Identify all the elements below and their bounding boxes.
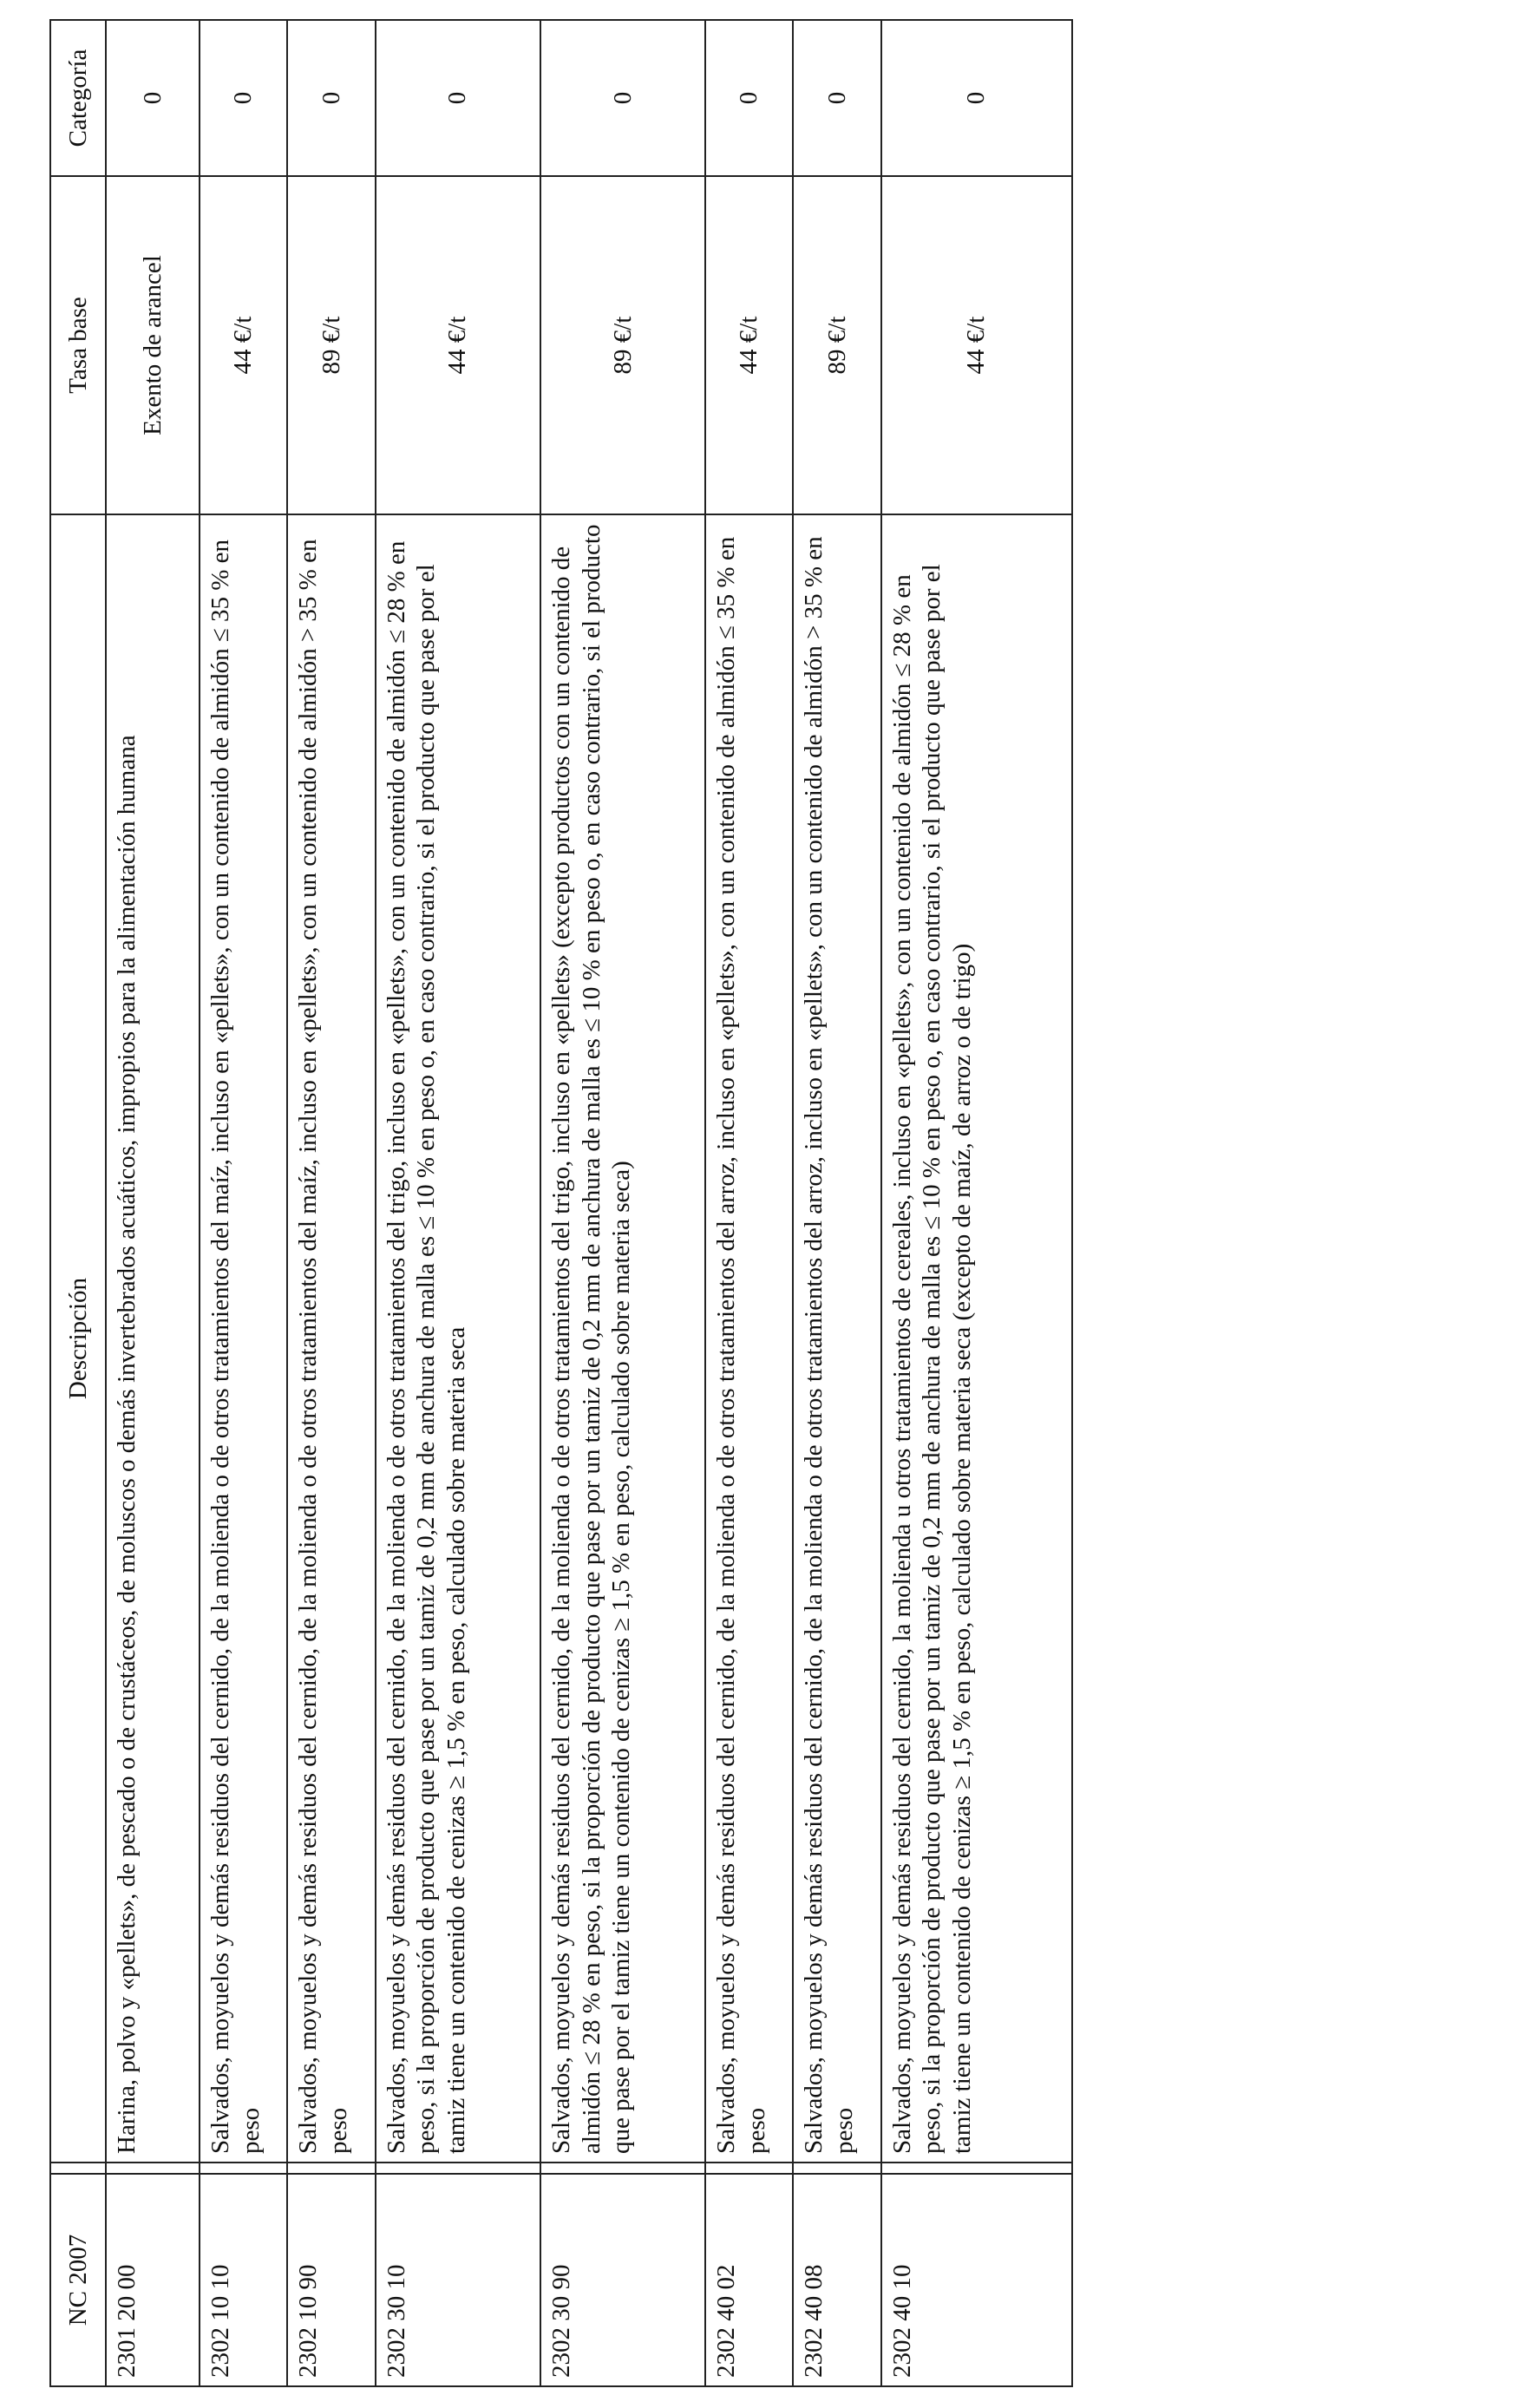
row-spacer xyxy=(287,2163,375,2174)
row-code: 2302 40 08 xyxy=(793,2174,880,2386)
row-category: 0 xyxy=(106,20,200,176)
row-description: Harina, polvo y «pellets», de pescado o de crustáceos, de moluscos o demás invertebrados acuáticos, impropios para la alimentación humana xyxy=(106,514,200,2163)
row-code: 2302 30 90 xyxy=(540,2174,705,2386)
row-rate: 44 €/t xyxy=(705,176,793,514)
row-description: Salvados, moyuelos y demás residuos del cernido, de la molienda o de otros tratamientos del arroz, incluso en «pellets», con un contenido de almidón > 35 % en peso xyxy=(793,514,880,2163)
row-rate: 44 €/t xyxy=(881,176,1072,514)
row-code: 2302 40 02 xyxy=(705,2174,793,2386)
row-category: 0 xyxy=(200,20,287,176)
row-rate: 44 €/t xyxy=(376,176,540,514)
table-row xyxy=(200,20,287,2386)
row-category: 0 xyxy=(376,20,540,176)
table-row xyxy=(793,20,880,2386)
header-description: Descripción xyxy=(50,514,106,2163)
row-description: Salvados, moyuelos y demás residuos del cernido, de la molienda o de otros tratamientos del trigo, incluso en «pellets» (excepto productos con un contenido de almidón ≤ 28 % en peso, si la proporción de producto que pase por un tamiz de 0,2 mm de anchura de malla es ≤ 10 % en peso o, en caso contrario, si el producto que pase por el tamiz tiene un contenido de cenizas ≥ 1,5 % en peso, calculado sobre materia seca) xyxy=(540,514,705,2163)
row-rate: 44 €/t xyxy=(200,176,287,514)
row-spacer xyxy=(200,2163,287,2174)
header-spacer xyxy=(50,2163,106,2174)
table-row xyxy=(540,20,705,2386)
row-spacer xyxy=(705,2163,793,2174)
table-row xyxy=(287,20,375,2386)
row-spacer xyxy=(793,2163,880,2174)
row-spacer xyxy=(376,2163,540,2174)
row-code: 2301 20 00 xyxy=(106,2174,200,2386)
row-code: 2302 10 10 xyxy=(200,2174,287,2386)
row-description: Salvados, moyuelos y demás residuos del cernido, la molienda u otros tratamientos de cereales, incluso en «pellets», con un contenido de almidón ≤ 28 % en peso, si la proporción de producto que pase por un tamiz de 0,2 mm de anchura de malla es ≤ 10 % en peso o, en caso contrario, si el producto que pase por el tamiz tiene un contenido de cenizas ≥ 1,5 % en peso, calculado sobre materia seca (excepto de maíz, de arroz o de trigo) xyxy=(881,514,1072,2163)
row-code: 2302 40 10 xyxy=(881,2174,1072,2386)
row-spacer xyxy=(540,2163,705,2174)
row-description: Salvados, moyuelos y demás residuos del cernido, de la molienda o de otros tratamientos del maíz, incluso en «pellets», con un contenido de almidón ≤ 35 % en peso xyxy=(200,514,287,2163)
row-code: 2302 30 10 xyxy=(376,2174,540,2386)
header-category: Categoría xyxy=(50,20,106,176)
row-category: 0 xyxy=(287,20,375,176)
row-code: 2302 10 90 xyxy=(287,2174,375,2386)
row-category: 0 xyxy=(705,20,793,176)
row-category: 0 xyxy=(793,20,880,176)
table-header-row xyxy=(50,20,106,2386)
row-spacer xyxy=(106,2163,200,2174)
row-rate: Exento de arancel xyxy=(106,176,200,514)
row-category: 0 xyxy=(540,20,705,176)
row-description: Salvados, moyuelos y demás residuos del cernido, de la molienda o de otros tratamientos del arroz, incluso en «pellets», con un contenido de almidón ≤ 35 % en peso xyxy=(705,514,793,2163)
row-description: Salvados, moyuelos y demás residuos del cernido, de la molienda o de otros tratamientos del maíz, incluso en «pellets», con un contenido de almidón > 35 % en peso xyxy=(287,514,375,2163)
row-spacer xyxy=(881,2163,1072,2174)
row-category: 0 xyxy=(881,20,1072,176)
header-code: NC 2007 xyxy=(50,2174,106,2386)
table-row xyxy=(106,20,200,2386)
row-rate: 89 €/t xyxy=(540,176,705,514)
row-rate: 89 €/t xyxy=(287,176,375,514)
table-row xyxy=(881,20,1072,2386)
table-row xyxy=(376,20,540,2386)
table-row xyxy=(705,20,793,2386)
row-description: Salvados, moyuelos y demás residuos del cernido, de la molienda o de otros tratamientos del trigo, incluso en «pellets», con un contenido de almidón ≤ 28 % en peso, si la proporción de producto que pase por un tamiz de 0,2 mm de anchura de malla es ≤ 10 % en peso o, en caso contrario, si el producto que pase por el tamiz tiene un contenido de cenizas ≥ 1,5 % en peso, calculado sobre materia seca xyxy=(376,514,540,2163)
row-rate: 89 €/t xyxy=(793,176,880,514)
rotated-page xyxy=(49,21,1073,2387)
header-rate: Tasa base xyxy=(50,176,106,514)
tariff-table xyxy=(49,19,1073,2387)
